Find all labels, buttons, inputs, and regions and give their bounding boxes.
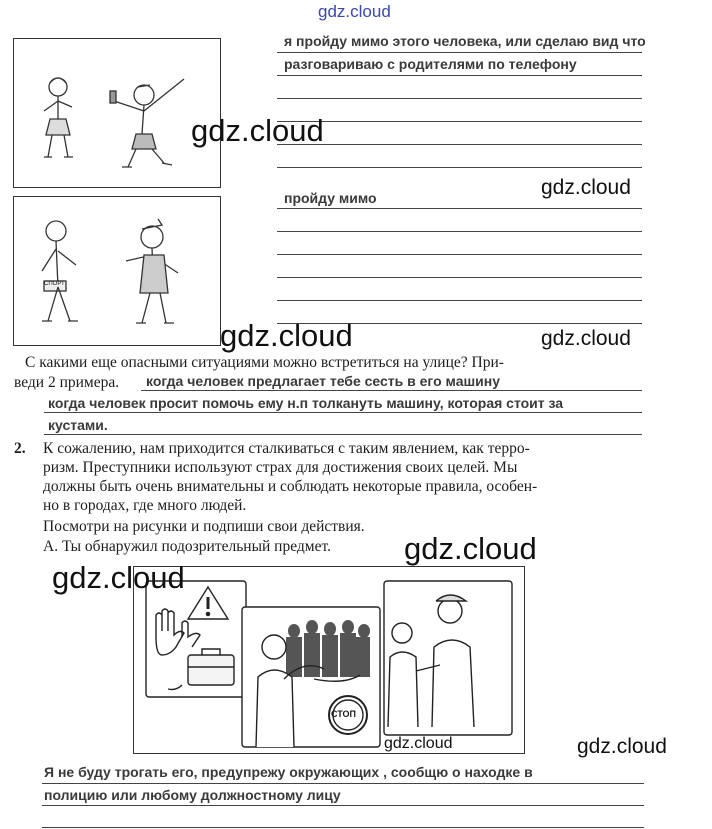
watermark: gdz.cloud (541, 176, 631, 199)
watermark: gdz.cloud (541, 327, 631, 350)
illustration-stranger-approach (13, 196, 221, 346)
watermark: gdz.cloud (577, 735, 667, 758)
watermark-top: gdz.cloud (318, 2, 391, 21)
question-line1: С какими еще опасными ситуациями можно встретиться на улице? При- (25, 354, 504, 371)
answer-line2: полицию или любому должностному лицу (44, 787, 341, 803)
watermark: gdz.cloud (220, 318, 353, 353)
suitcase-icon (168, 649, 234, 690)
exercise-text-line5: Посмотри на рисунки и подпиши свои действия. (43, 518, 365, 535)
watermark: gdz.cloud (52, 560, 185, 595)
answer-line1: Я не буду трогать его, предупрежу окружающих , сообщю о находке в (44, 764, 533, 780)
task-a: А. Ты обнаружил подозрительный предмет. (43, 538, 331, 555)
watermark: gdz.cloud (404, 531, 537, 566)
exercise-text-line1: К сожалению, нам приходится сталкиваться с таким явлением, как терро- (43, 440, 530, 457)
answer-a-line1: я пройду мимо этого человека, или сделаю вид что (284, 33, 646, 49)
answer-a-line2: разговариваю с родителями по телефону (284, 56, 577, 72)
example-1: когда человек предлагает тебе сесть в его машину (146, 373, 500, 389)
example-2-line1: когда человек просит помочь ему н.п толкануть машину, которая стоит за (48, 395, 564, 411)
question-line2: веди 2 примера. (14, 374, 120, 391)
sticker-label: СПОРТ (44, 281, 65, 287)
exercise-number: 2. (14, 440, 26, 457)
example-2-line2: кустами. (48, 417, 108, 433)
exercise-text-line3: должны быть очень внимательны и соблюдать некоторые правила, особен- (43, 478, 538, 495)
warning-triangle-icon (188, 587, 228, 619)
illustration-stranger-offer (13, 38, 221, 188)
exercise-text-line2: ризм. Преступники используют страх для достижения своих целей. Мы (43, 459, 518, 476)
watermark: gdz.cloud (384, 735, 453, 752)
stop-sign-text: СТОП (331, 709, 357, 719)
watermark: gdz.cloud (191, 113, 324, 148)
illustration-suspicious-object (133, 566, 525, 754)
exercise-text-line4: но в городах, где много людей. (43, 497, 247, 514)
answer-b-line1: пройду мимо (284, 190, 377, 206)
